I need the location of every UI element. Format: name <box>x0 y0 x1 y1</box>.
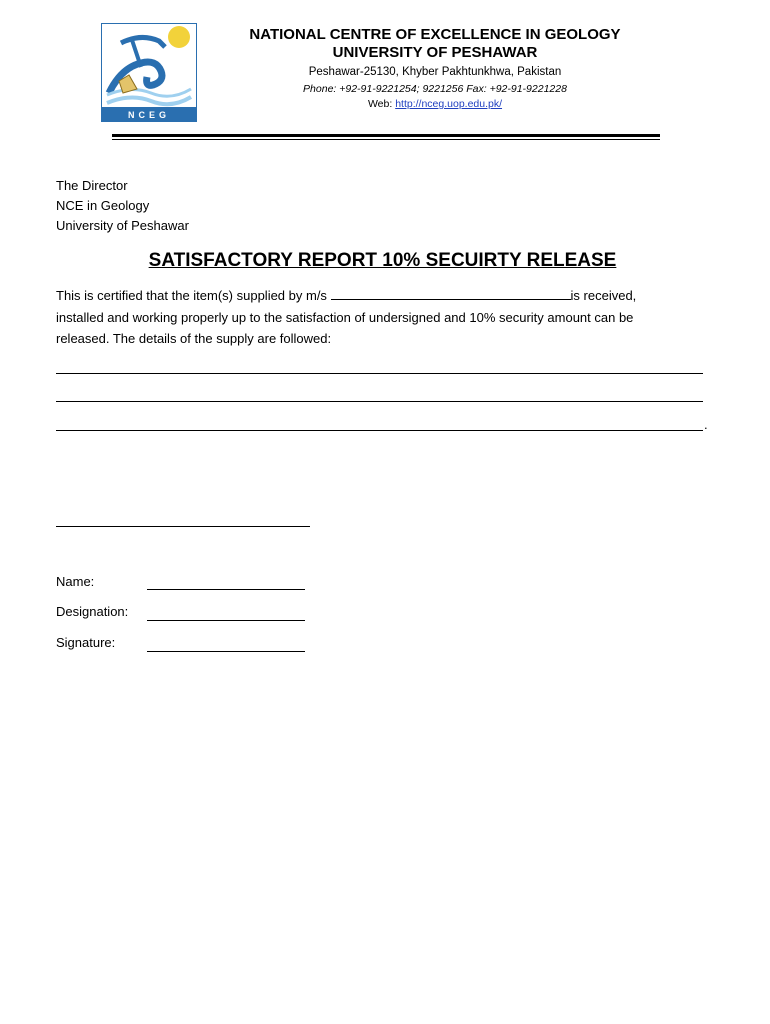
details-line-3[interactable] <box>56 430 703 431</box>
recipient-line-2: NCE in Geology <box>56 198 150 213</box>
header-rule-thin <box>112 139 660 140</box>
body-line-1 <box>56 285 711 307</box>
university-name: UNIVERSITY OF PESHAWAR <box>332 44 538 61</box>
body-text-part1: This is certified that the item(s) supplied by m/s <box>56 288 331 303</box>
designation-field[interactable] <box>147 620 305 621</box>
supplier-name-field[interactable] <box>331 286 571 300</box>
signature-field[interactable] <box>147 651 305 652</box>
name-field[interactable] <box>147 589 305 590</box>
authority-signature-line[interactable] <box>56 526 310 527</box>
report-body <box>56 285 711 350</box>
details-end-mark: . <box>704 417 708 432</box>
body-line-2: installed and working properly up to the satisfaction of undersigned and 10% security amount can be <box>56 309 634 325</box>
report-title: SATISFACTORY REPORT 10% SECUIRTY RELEASE <box>148 250 617 271</box>
body-line-3: released. The details of the supply are followed: <box>56 331 332 346</box>
website-link[interactable]: http://nceg.uop.edu.pk/ <box>395 98 503 110</box>
recipient-line-3: University of Peshawar <box>56 218 189 233</box>
logo-graphic <box>101 23 197 122</box>
website <box>200 97 670 111</box>
institution-name: NATIONAL CENTRE OF EXCELLENCE IN GEOLOGY <box>249 26 621 43</box>
recipient-line-1: The Director <box>56 178 128 193</box>
details-line-2[interactable] <box>56 401 703 402</box>
header-rule-thick <box>112 134 660 137</box>
name-label: Name: <box>56 574 95 589</box>
phone-fax: Phone: +92-91-9221254; 9221256 Fax: +92-91-9221228 <box>303 83 567 95</box>
designation-label: Designation: <box>56 604 129 619</box>
address: Peshawar-25130, Khyber Pakhtunkhwa, Pakistan <box>308 66 562 78</box>
signature-label: Signature: <box>56 635 116 650</box>
web-label: Web: <box>367 98 396 110</box>
body-text-part2: is received, <box>570 288 637 303</box>
logo-text: NCEG <box>127 110 171 120</box>
nceg-logo <box>101 23 197 122</box>
sun-icon <box>168 26 190 48</box>
details-line-1[interactable] <box>56 373 703 374</box>
